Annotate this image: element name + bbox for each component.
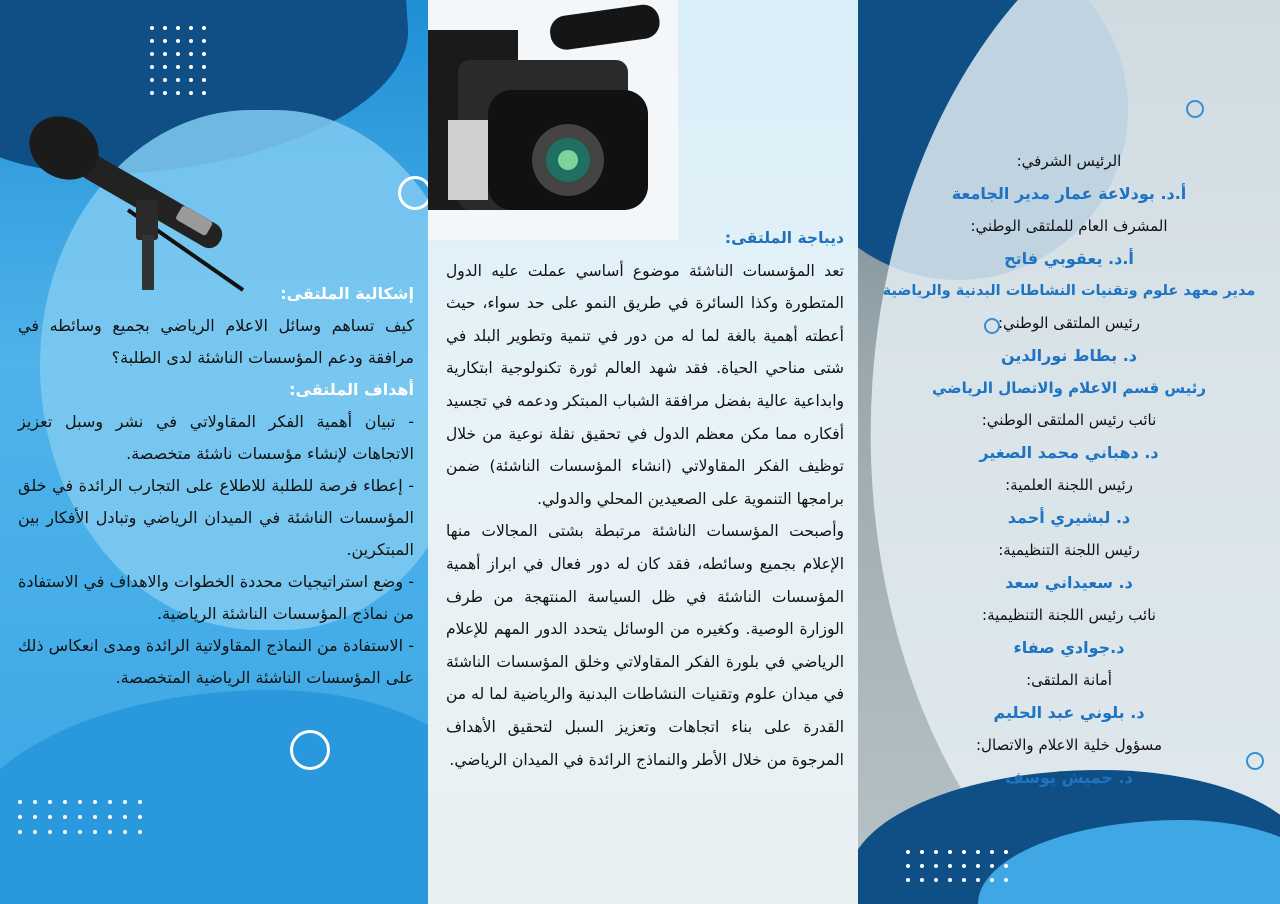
honorary-president-label: الرئيس الشرفي:	[1016, 152, 1122, 170]
president-label: رئيس الملتقى الوطني:	[997, 314, 1141, 332]
vice-president-name: د. دهباني محمد الصغير	[979, 443, 1159, 462]
general-supervisor-title: مدير معهد علوم وتقنيات النشاطات البدنية والرياضية	[882, 283, 1256, 299]
general-supervisor-name: أ.د. يعقوبي فاتح	[1004, 249, 1134, 268]
organizing-committee-label: رئيس اللجنة التنظيمية:	[998, 541, 1140, 559]
objective-item: - تبيان أهمية الفكر المقاولاتي في نشر وسبل تعزيز الاتجاهات لإنشاء مؤسسات ناشئة متخصصة.	[18, 412, 414, 463]
general-supervisor-label: المشرف العام للملتقى الوطني:	[970, 217, 1168, 235]
preamble-section	[446, 222, 844, 776]
vice-organizing-label: نائب رئيس اللجنة التنظيمية:	[982, 606, 1156, 624]
objective-item: - وضع استراتيجيات محددة الخطوات والاهداف في الاستفادة من نماذج المؤسسات الناشئة الرياضية.	[18, 572, 414, 623]
problem-section	[18, 278, 414, 694]
problem-heading: إشكالية الملتقى:	[280, 284, 414, 303]
problem-text: كيف تساهم وسائل الاعلام الرياضي بجميع وسائطه في مرافقة ودعم المؤسسات الناشئة لدى الطلبة؟	[18, 316, 414, 367]
decor-blob	[0, 690, 428, 904]
secretariat-name: د. بلوني عبد الحليم	[993, 703, 1145, 722]
organizing-committee-name: د. سعيداني سعد	[1005, 573, 1133, 592]
scientific-committee-name: د. لبشيري أحمد	[1007, 508, 1131, 527]
decor-dots	[906, 850, 1008, 882]
decor-ring	[1186, 100, 1204, 118]
objective-item: - إعطاء فرصة للطلبة للاطلاع على التجارب الرائدة في خلق المؤسسات الناشئة في الميدان الرياضي وتبادل الأفكار بين المبتكرين.	[18, 476, 414, 559]
right-panel	[858, 0, 1280, 904]
preamble-heading: ديباجة الملتقى:	[724, 229, 844, 247]
decor-dots	[18, 800, 142, 834]
scientific-committee-label: رئيس اللجنة العلمية:	[1005, 476, 1133, 494]
decor-ring	[290, 730, 330, 770]
objectives-heading: أهداف الملتقى:	[289, 380, 414, 399]
president-title: رئيس قسم الاعلام والاتصال الرياضي	[931, 379, 1206, 397]
secretariat-label: أمانة الملتقى:	[1026, 671, 1112, 689]
left-panel	[0, 0, 428, 904]
middle-panel	[428, 0, 858, 904]
president-name: د. بطاط نورالدين	[1000, 346, 1138, 365]
decor-dots	[150, 26, 206, 95]
committee-list	[858, 145, 1280, 794]
honorary-president-name: أ.د. بودلاعة عمار مدير الجامعة	[951, 184, 1187, 203]
decor-ring	[398, 176, 428, 210]
media-cell-name: د. حميش يوسف	[1005, 768, 1133, 787]
media-cell-label: مسؤول خلية الاعلام والاتصال:	[976, 736, 1162, 754]
video-camera-illustration	[428, 0, 678, 240]
vice-organizing-name: د.جوادي صفاء	[1013, 638, 1125, 657]
objective-item: - الاستفادة من النماذج المقاولاتية الرائدة ومدى انعكاس ذلك على المؤسسات الناشئة الرياضية المتخصصة.	[18, 636, 414, 687]
vice-president-label: نائب رئيس الملتقى الوطني:	[981, 411, 1157, 429]
preamble-paragraph-2: وأصبحت المؤسسات الناشئة مرتبطة بشتى المجالات منها الإعلام بجميع وسائطه، فقد كان له دور فعال في ابراز أهمية المؤسسات الناشئة في ظل السياسة المنتهجة من طرف الوزارة الوصية. وكغيره من الوسائل يتحدد الدور المهم للإعلام الرياضي في بلورة الفكر المقاولاتي وخلق المؤسسات الناشئة في ميدان علوم وتقنيات النشاطات البدنية والرياضية لما له من القدرة على بناء اتجاهات وتعزيز السبل لتحقيق الأهداف المرجوة من خلال الأطر والنماذج الرائدة في الميدان الرياضي.	[446, 522, 844, 769]
preamble-paragraph-1: تعد المؤسسات الناشئة موضوع أساسي عملت عليه الدول المتطورة وكذا السائرة في طريق النمو على حد سواء، حيث أعطته أهمية بالغة لما له من دور في تنمية وتطوير البلد في شتى مناحي الحياة. فقد شهد العالم ثورة تكنولوجية ابتكارية وابداعية عالية بفضل مرافقة الشباب المبتكر ودعمه في تجسيد أفكاره مما مكن معظم الدول في تحقيق نقلة نوعية من خلال توظيف الفكر المقاولاتي (انشاء المؤسسات الناشئة) ضمن برامجها التنموية على الصعيدين المحلي والدولي.	[446, 261, 844, 508]
